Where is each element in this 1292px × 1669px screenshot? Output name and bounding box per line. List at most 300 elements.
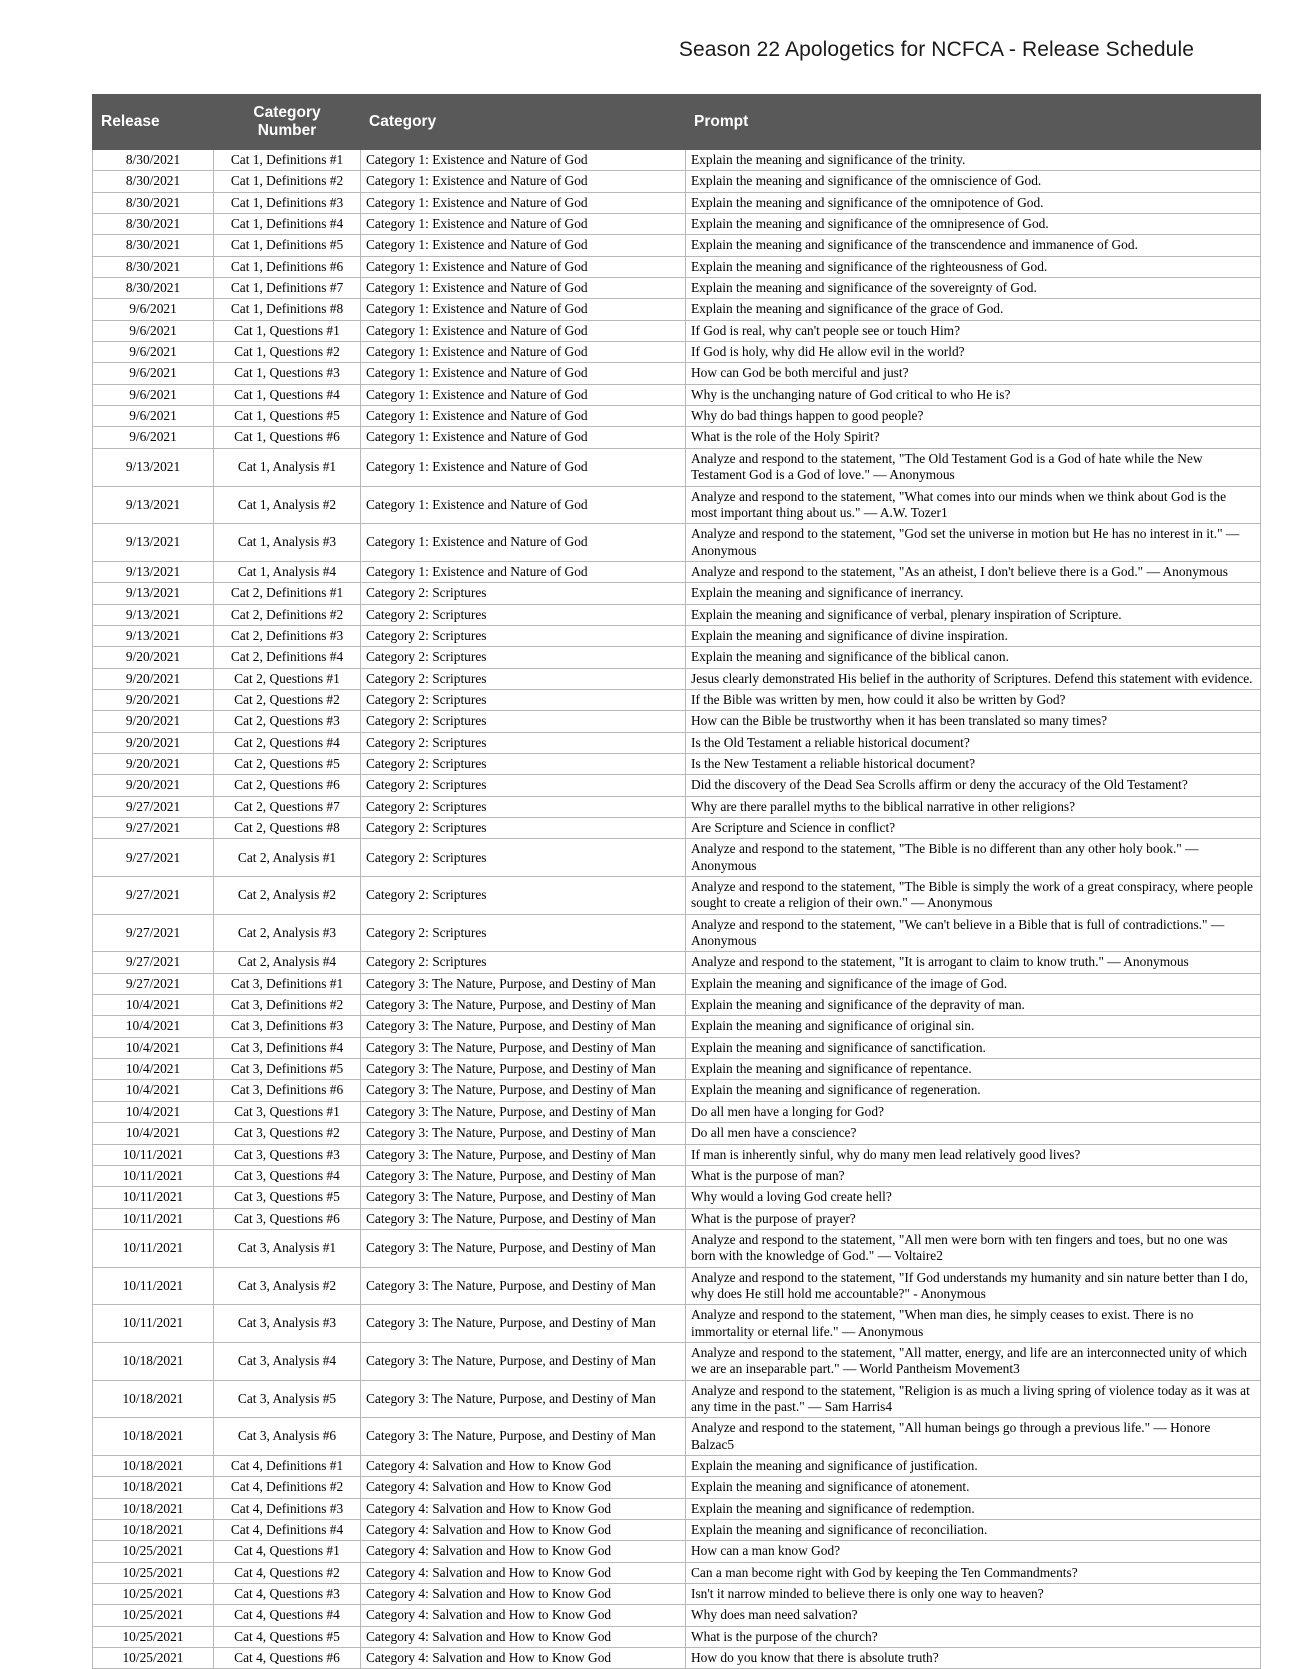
cell-category: Category 4: Salvation and How to Know God [361, 1541, 686, 1562]
cell-release: 10/18/2021 [93, 1342, 214, 1380]
table-body [93, 150, 1261, 1669]
cell-prompt: If man is inherently sinful, why do many men lead relatively good lives? [686, 1144, 1261, 1165]
table-row [93, 973, 1261, 994]
cell-category-number: Cat 3, Analysis #5 [214, 1380, 361, 1418]
cell-prompt: Do all men have a conscience? [686, 1123, 1261, 1144]
cell-release: 9/6/2021 [93, 320, 214, 341]
table-row [93, 753, 1261, 774]
cell-release: 8/30/2021 [93, 171, 214, 192]
table-row [93, 427, 1261, 448]
table-row [93, 1208, 1261, 1229]
cell-category-number: Cat 2, Definitions #1 [214, 583, 361, 604]
cell-category: Category 3: The Nature, Purpose, and Destiny of Man [361, 1016, 686, 1037]
cell-category: Category 1: Existence and Nature of God [361, 406, 686, 427]
cell-release: 8/30/2021 [93, 278, 214, 299]
cell-release: 8/30/2021 [93, 256, 214, 277]
cell-prompt: Explain the meaning and significance of reconciliation. [686, 1520, 1261, 1541]
table-row [93, 839, 1261, 877]
cell-prompt: Isn't it narrow minded to believe there is only one way to heaven? [686, 1584, 1261, 1605]
cell-release: 9/13/2021 [93, 448, 214, 486]
cell-category: Category 2: Scriptures [361, 914, 686, 952]
cell-release: 9/27/2021 [93, 818, 214, 839]
cell-category: Category 1: Existence and Nature of God [361, 235, 686, 256]
cell-category-number: Cat 1, Questions #4 [214, 384, 361, 405]
cell-prompt: How can a man know God? [686, 1541, 1261, 1562]
table-row [93, 668, 1261, 689]
cell-category-number: Cat 4, Questions #1 [214, 1541, 361, 1562]
cell-prompt: Explain the meaning and significance of atonement. [686, 1477, 1261, 1498]
cell-category-number: Cat 1, Definitions #2 [214, 171, 361, 192]
cell-prompt: Analyze and respond to the statement, "All human beings go through a previous life." — Honore Balzac5 [686, 1418, 1261, 1456]
cell-category: Category 2: Scriptures [361, 775, 686, 796]
cell-category: Category 3: The Nature, Purpose, and Destiny of Man [361, 1380, 686, 1418]
cell-category-number: Cat 1, Analysis #1 [214, 448, 361, 486]
cell-category: Category 3: The Nature, Purpose, and Destiny of Man [361, 973, 686, 994]
cell-category: Category 2: Scriptures [361, 647, 686, 668]
cell-category: Category 1: Existence and Nature of God [361, 561, 686, 582]
table-row [93, 1267, 1261, 1305]
table-row [93, 299, 1261, 320]
cell-release: 9/27/2021 [93, 952, 214, 973]
column-header-release: Release [93, 95, 214, 150]
cell-category-number: Cat 4, Definitions #4 [214, 1520, 361, 1541]
cell-category-number: Cat 4, Definitions #2 [214, 1477, 361, 1498]
cell-release: 10/18/2021 [93, 1498, 214, 1519]
table-row [93, 363, 1261, 384]
cell-release: 10/11/2021 [93, 1208, 214, 1229]
cell-category-number: Cat 3, Analysis #6 [214, 1418, 361, 1456]
cell-category-number: Cat 2, Questions #8 [214, 818, 361, 839]
cell-category: Category 4: Salvation and How to Know God [361, 1520, 686, 1541]
cell-prompt: Analyze and respond to the statement, "All men were born with ten fingers and toes, but no one was born with the knowledge of God." — Voltaire2 [686, 1229, 1261, 1267]
cell-category: Category 1: Existence and Nature of God [361, 171, 686, 192]
cell-prompt: Analyze and respond to the statement, "We can't believe in a Bible that is full of contradictions." — Anonymous [686, 914, 1261, 952]
cell-prompt: Explain the meaning and significance of repentance. [686, 1059, 1261, 1080]
cell-category-number: Cat 1, Analysis #2 [214, 486, 361, 524]
table-row [93, 561, 1261, 582]
cell-prompt: Explain the meaning and significance of regeneration. [686, 1080, 1261, 1101]
cell-prompt: Analyze and respond to the statement, "As an atheist, I don't believe there is a God." — Anonymous [686, 561, 1261, 582]
cell-prompt: Why are there parallel myths to the biblical narrative in other religions? [686, 796, 1261, 817]
cell-prompt: Analyze and respond to the statement, "Religion is as much a living spring of violence today as it was at any time in the past." — Sam Harris4 [686, 1380, 1261, 1418]
cell-category-number: Cat 2, Questions #7 [214, 796, 361, 817]
table-row [93, 320, 1261, 341]
cell-category-number: Cat 3, Analysis #4 [214, 1342, 361, 1380]
cell-category-number: Cat 1, Definitions #4 [214, 214, 361, 235]
cell-category-number: Cat 1, Analysis #3 [214, 524, 361, 562]
cell-category: Category 2: Scriptures [361, 877, 686, 915]
cell-release: 10/11/2021 [93, 1165, 214, 1186]
cell-category: Category 3: The Nature, Purpose, and Destiny of Man [361, 995, 686, 1016]
cell-category-number: Cat 3, Questions #3 [214, 1144, 361, 1165]
cell-prompt: Do all men have a longing for God? [686, 1101, 1261, 1122]
cell-category: Category 4: Salvation and How to Know God [361, 1456, 686, 1477]
cell-category-number: Cat 3, Questions #6 [214, 1208, 361, 1229]
cell-category: Category 1: Existence and Nature of God [361, 278, 686, 299]
cell-category-number: Cat 3, Definitions #1 [214, 973, 361, 994]
cell-category: Category 1: Existence and Nature of God [361, 524, 686, 562]
cell-release: 10/4/2021 [93, 995, 214, 1016]
table-row [93, 818, 1261, 839]
cell-release: 9/6/2021 [93, 427, 214, 448]
cell-prompt: Explain the meaning and significance of verbal, plenary inspiration of Scripture. [686, 604, 1261, 625]
schedule-table-container [92, 94, 1253, 1669]
cell-category: Category 3: The Nature, Purpose, and Destiny of Man [361, 1037, 686, 1058]
cell-category: Category 3: The Nature, Purpose, and Destiny of Man [361, 1187, 686, 1208]
cell-prompt: How can God be both merciful and just? [686, 363, 1261, 384]
cell-release: 9/6/2021 [93, 406, 214, 427]
cell-category: Category 2: Scriptures [361, 668, 686, 689]
cell-release: 10/4/2021 [93, 1059, 214, 1080]
cell-prompt: Explain the meaning and significance of the omnipotence of God. [686, 192, 1261, 213]
cell-category: Category 2: Scriptures [361, 818, 686, 839]
cell-category-number: Cat 2, Definitions #2 [214, 604, 361, 625]
cell-release: 9/6/2021 [93, 299, 214, 320]
cell-category: Category 2: Scriptures [361, 753, 686, 774]
cell-release: 9/6/2021 [93, 363, 214, 384]
release-schedule-table [92, 94, 1261, 1669]
cell-prompt: Is the Old Testament a reliable historical document? [686, 732, 1261, 753]
cell-prompt: Analyze and respond to the statement, "When man dies, he simply ceases to exist. There is no immortality or eternal life." — Anonymous [686, 1305, 1261, 1343]
cell-release: 10/4/2021 [93, 1123, 214, 1144]
cell-prompt: Explain the meaning and significance of the omniscience of God. [686, 171, 1261, 192]
table-row [93, 486, 1261, 524]
table-row [93, 711, 1261, 732]
table-row [93, 278, 1261, 299]
cell-category-number: Cat 3, Questions #1 [214, 1101, 361, 1122]
cell-category-number: Cat 1, Questions #3 [214, 363, 361, 384]
cell-category: Category 2: Scriptures [361, 711, 686, 732]
table-row [93, 689, 1261, 710]
cell-prompt: Why would a loving God create hell? [686, 1187, 1261, 1208]
cell-category: Category 3: The Nature, Purpose, and Destiny of Man [361, 1123, 686, 1144]
cell-category-number: Cat 1, Questions #6 [214, 427, 361, 448]
table-row [93, 171, 1261, 192]
cell-release: 10/11/2021 [93, 1187, 214, 1208]
cell-prompt: Explain the meaning and significance of the grace of God. [686, 299, 1261, 320]
cell-category-number: Cat 3, Analysis #3 [214, 1305, 361, 1343]
table-row [93, 914, 1261, 952]
cell-prompt: If the Bible was written by men, how could it also be written by God? [686, 689, 1261, 710]
cell-release: 10/4/2021 [93, 1101, 214, 1122]
cell-release: 10/4/2021 [93, 1080, 214, 1101]
cell-category-number: Cat 2, Analysis #2 [214, 877, 361, 915]
cell-category: Category 1: Existence and Nature of God [361, 363, 686, 384]
cell-release: 9/27/2021 [93, 973, 214, 994]
table-row [93, 1456, 1261, 1477]
cell-release: 10/11/2021 [93, 1144, 214, 1165]
cell-category: Category 1: Existence and Nature of God [361, 427, 686, 448]
cell-release: 10/4/2021 [93, 1016, 214, 1037]
cell-release: 9/27/2021 [93, 914, 214, 952]
cell-category: Category 3: The Nature, Purpose, and Destiny of Man [361, 1144, 686, 1165]
cell-category-number: Cat 2, Questions #6 [214, 775, 361, 796]
cell-prompt: Explain the meaning and significance of divine inspiration. [686, 625, 1261, 646]
cell-category: Category 2: Scriptures [361, 796, 686, 817]
cell-category-number: Cat 2, Analysis #4 [214, 952, 361, 973]
cell-prompt: What is the role of the Holy Spirit? [686, 427, 1261, 448]
cell-prompt: Explain the meaning and significance of the biblical canon. [686, 647, 1261, 668]
table-row [93, 583, 1261, 604]
cell-prompt: If God is real, why can't people see or touch Him? [686, 320, 1261, 341]
cell-category: Category 4: Salvation and How to Know God [361, 1562, 686, 1583]
cell-category: Category 2: Scriptures [361, 689, 686, 710]
table-row [93, 995, 1261, 1016]
cell-release: 9/13/2021 [93, 524, 214, 562]
cell-release: 9/13/2021 [93, 486, 214, 524]
cell-category: Category 1: Existence and Nature of God [361, 384, 686, 405]
cell-release: 9/20/2021 [93, 711, 214, 732]
cell-category-number: Cat 4, Questions #3 [214, 1584, 361, 1605]
cell-release: 10/25/2021 [93, 1541, 214, 1562]
cell-release: 10/25/2021 [93, 1605, 214, 1626]
table-row [93, 1123, 1261, 1144]
cell-prompt: Explain the meaning and significance of the righteousness of God. [686, 256, 1261, 277]
table-row [93, 150, 1261, 171]
cell-category: Category 4: Salvation and How to Know God [361, 1498, 686, 1519]
cell-category-number: Cat 3, Definitions #6 [214, 1080, 361, 1101]
cell-prompt: Jesus clearly demonstrated His belief in the authority of Scriptures. Defend this statement with evidence. [686, 668, 1261, 689]
cell-release: 9/6/2021 [93, 342, 214, 363]
cell-release: 10/25/2021 [93, 1648, 214, 1669]
table-header [93, 95, 1261, 150]
table-row [93, 952, 1261, 973]
cell-release: 9/13/2021 [93, 625, 214, 646]
cell-category-number: Cat 2, Questions #2 [214, 689, 361, 710]
table-row [93, 1477, 1261, 1498]
cell-category: Category 1: Existence and Nature of God [361, 342, 686, 363]
table-row [93, 1229, 1261, 1267]
cell-category-number: Cat 1, Analysis #4 [214, 561, 361, 582]
cell-release: 10/11/2021 [93, 1305, 214, 1343]
cell-release: 9/20/2021 [93, 689, 214, 710]
table-row [93, 1584, 1261, 1605]
cell-category-number: Cat 4, Questions #2 [214, 1562, 361, 1583]
cell-prompt: Explain the meaning and significance of the transcendence and immanence of God. [686, 235, 1261, 256]
cell-prompt: Why does man need salvation? [686, 1605, 1261, 1626]
cell-prompt: Analyze and respond to the statement, "The Bible is no different than any other holy book." — Anonymous [686, 839, 1261, 877]
cell-prompt: Can a man become right with God by keeping the Ten Commandments? [686, 1562, 1261, 1583]
cell-release: 9/27/2021 [93, 877, 214, 915]
cell-category-number: Cat 2, Questions #1 [214, 668, 361, 689]
cell-category: Category 3: The Nature, Purpose, and Destiny of Man [361, 1059, 686, 1080]
cell-category-number: Cat 4, Questions #5 [214, 1626, 361, 1647]
table-row [93, 796, 1261, 817]
cell-category-number: Cat 4, Questions #4 [214, 1605, 361, 1626]
cell-prompt: Analyze and respond to the statement, "If God understands my humanity and sin nature better than I do, why does He still hold me accountable?" - Anonymous [686, 1267, 1261, 1305]
cell-category: Category 2: Scriptures [361, 604, 686, 625]
cell-prompt: Analyze and respond to the statement, "What comes into our minds when we think about God is the most important thing about us." — A.W. Tozer1 [686, 486, 1261, 524]
table-row [93, 1520, 1261, 1541]
cell-category-number: Cat 2, Analysis #1 [214, 839, 361, 877]
page-title: Season 22 Apologetics for NCFCA - Release Schedule [678, 38, 1194, 61]
table-row [93, 1498, 1261, 1519]
cell-category: Category 2: Scriptures [361, 952, 686, 973]
cell-release: 10/18/2021 [93, 1380, 214, 1418]
cell-prompt: Explain the meaning and significance of the sovereignty of God. [686, 278, 1261, 299]
cell-prompt: Analyze and respond to the statement, "All matter, energy, and life are an interconnected unity of which we are an inseparable part." — World Pantheism Movement3 [686, 1342, 1261, 1380]
cell-release: 8/30/2021 [93, 150, 214, 171]
table-row [93, 1342, 1261, 1380]
cell-prompt: Why do bad things happen to good people? [686, 406, 1261, 427]
table-row [93, 1562, 1261, 1583]
cell-prompt: Is the New Testament a reliable historical document? [686, 753, 1261, 774]
cell-category-number: Cat 2, Questions #5 [214, 753, 361, 774]
cell-category-number: Cat 3, Questions #5 [214, 1187, 361, 1208]
table-row [93, 406, 1261, 427]
table-row [93, 448, 1261, 486]
column-header-prompt: Prompt [686, 95, 1261, 150]
table-row [93, 524, 1261, 562]
cell-prompt: Explain the meaning and significance of sanctification. [686, 1037, 1261, 1058]
table-row [93, 732, 1261, 753]
cell-release: 9/20/2021 [93, 753, 214, 774]
cell-category: Category 1: Existence and Nature of God [361, 486, 686, 524]
cell-category-number: Cat 1, Definitions #6 [214, 256, 361, 277]
table-row [93, 877, 1261, 915]
table-row [93, 1418, 1261, 1456]
cell-prompt: What is the purpose of the church? [686, 1626, 1261, 1647]
cell-release: 8/30/2021 [93, 192, 214, 213]
cell-release: 9/27/2021 [93, 839, 214, 877]
cell-category: Category 2: Scriptures [361, 839, 686, 877]
table-row [93, 1165, 1261, 1186]
table-row [93, 1380, 1261, 1418]
cell-prompt: Explain the meaning and significance of inerrancy. [686, 583, 1261, 604]
table-row [93, 214, 1261, 235]
cell-release: 10/18/2021 [93, 1477, 214, 1498]
cell-prompt: Explain the meaning and significance of redemption. [686, 1498, 1261, 1519]
cell-category-number: Cat 4, Definitions #1 [214, 1456, 361, 1477]
cell-prompt: What is the purpose of man? [686, 1165, 1261, 1186]
table-row [93, 1626, 1261, 1647]
table-row [93, 235, 1261, 256]
cell-category: Category 4: Salvation and How to Know God [361, 1584, 686, 1605]
cell-release: 9/13/2021 [93, 604, 214, 625]
table-row [93, 192, 1261, 213]
cell-category: Category 1: Existence and Nature of God [361, 214, 686, 235]
cell-prompt: Analyze and respond to the statement, "The Bible is simply the work of a great conspiracy, where people sought to create a religion of their own." — Anonymous [686, 877, 1261, 915]
cell-prompt: Analyze and respond to the statement, "The Old Testament God is a God of hate while the New Testament God is a God of love." — Anonymous [686, 448, 1261, 486]
cell-release: 8/30/2021 [93, 214, 214, 235]
table-row [93, 1144, 1261, 1165]
cell-category: Category 3: The Nature, Purpose, and Destiny of Man [361, 1229, 686, 1267]
cell-category: Category 3: The Nature, Purpose, and Destiny of Man [361, 1080, 686, 1101]
cell-category-number: Cat 1, Definitions #3 [214, 192, 361, 213]
cell-category: Category 2: Scriptures [361, 732, 686, 753]
cell-prompt: Explain the meaning and significance of justification. [686, 1456, 1261, 1477]
table-header-row [93, 95, 1261, 150]
cell-release: 10/18/2021 [93, 1418, 214, 1456]
table-row [93, 1187, 1261, 1208]
cell-category-number: Cat 3, Analysis #1 [214, 1229, 361, 1267]
cell-prompt: Explain the meaning and significance of original sin. [686, 1016, 1261, 1037]
cell-category: Category 1: Existence and Nature of God [361, 448, 686, 486]
cell-release: 9/13/2021 [93, 561, 214, 582]
cell-category: Category 1: Existence and Nature of God [361, 192, 686, 213]
column-header-category-number: Category Number [214, 95, 361, 150]
cell-category: Category 1: Existence and Nature of God [361, 256, 686, 277]
cell-category-number: Cat 1, Questions #1 [214, 320, 361, 341]
cell-category-number: Cat 1, Definitions #7 [214, 278, 361, 299]
cell-category-number: Cat 2, Questions #3 [214, 711, 361, 732]
cell-category-number: Cat 1, Questions #2 [214, 342, 361, 363]
cell-category: Category 4: Salvation and How to Know God [361, 1648, 686, 1669]
cell-prompt: What is the purpose of prayer? [686, 1208, 1261, 1229]
cell-release: 9/20/2021 [93, 668, 214, 689]
cell-category: Category 1: Existence and Nature of God [361, 150, 686, 171]
cell-category: Category 2: Scriptures [361, 583, 686, 604]
cell-category: Category 3: The Nature, Purpose, and Destiny of Man [361, 1418, 686, 1456]
cell-category-number: Cat 4, Definitions #3 [214, 1498, 361, 1519]
column-header-category: Category [361, 95, 686, 150]
cell-prompt: If God is holy, why did He allow evil in the world? [686, 342, 1261, 363]
cell-release: 9/6/2021 [93, 384, 214, 405]
cell-prompt: Explain the meaning and significance of the image of God. [686, 973, 1261, 994]
cell-category-number: Cat 2, Analysis #3 [214, 914, 361, 952]
cell-release: 9/20/2021 [93, 732, 214, 753]
cell-category: Category 3: The Nature, Purpose, and Destiny of Man [361, 1165, 686, 1186]
cell-release: 10/25/2021 [93, 1562, 214, 1583]
cell-release: 10/18/2021 [93, 1520, 214, 1541]
cell-category-number: Cat 1, Definitions #1 [214, 150, 361, 171]
cell-prompt: How do you know that there is absolute truth? [686, 1648, 1261, 1669]
cell-category-number: Cat 3, Questions #4 [214, 1165, 361, 1186]
cell-release: 9/20/2021 [93, 775, 214, 796]
cell-release: 10/11/2021 [93, 1267, 214, 1305]
cell-prompt: Analyze and respond to the statement, "God set the universe in motion but He has no interest in it." — Anonymous [686, 524, 1261, 562]
table-row [93, 1101, 1261, 1122]
cell-category: Category 1: Existence and Nature of God [361, 320, 686, 341]
table-row [93, 1059, 1261, 1080]
cell-category: Category 4: Salvation and How to Know God [361, 1605, 686, 1626]
cell-release: 8/30/2021 [93, 235, 214, 256]
cell-category-number: Cat 4, Questions #6 [214, 1648, 361, 1669]
table-row [93, 1037, 1261, 1058]
cell-category: Category 3: The Nature, Purpose, and Destiny of Man [361, 1208, 686, 1229]
cell-release: 10/11/2021 [93, 1229, 214, 1267]
cell-category: Category 3: The Nature, Purpose, and Destiny of Man [361, 1267, 686, 1305]
table-row [93, 1080, 1261, 1101]
table-row [93, 604, 1261, 625]
cell-category-number: Cat 2, Definitions #4 [214, 647, 361, 668]
cell-category-number: Cat 3, Definitions #3 [214, 1016, 361, 1037]
table-row [93, 1305, 1261, 1343]
cell-category: Category 2: Scriptures [361, 625, 686, 646]
table-row [93, 625, 1261, 646]
cell-category: Category 4: Salvation and How to Know God [361, 1626, 686, 1647]
table-row [93, 1016, 1261, 1037]
table-row [93, 342, 1261, 363]
cell-category-number: Cat 3, Analysis #2 [214, 1267, 361, 1305]
table-row [93, 384, 1261, 405]
cell-release: 9/27/2021 [93, 796, 214, 817]
cell-prompt: Did the discovery of the Dead Sea Scrolls affirm or deny the accuracy of the Old Testament? [686, 775, 1261, 796]
cell-release: 9/13/2021 [93, 583, 214, 604]
table-row [93, 647, 1261, 668]
cell-release: 9/20/2021 [93, 647, 214, 668]
cell-prompt: Analyze and respond to the statement, "It is arrogant to claim to know truth." — Anonymous [686, 952, 1261, 973]
cell-category-number: Cat 2, Definitions #3 [214, 625, 361, 646]
cell-prompt: Explain the meaning and significance of the trinity. [686, 150, 1261, 171]
cell-release: 10/25/2021 [93, 1626, 214, 1647]
cell-prompt: Why is the unchanging nature of God critical to who He is? [686, 384, 1261, 405]
table-row [93, 1541, 1261, 1562]
cell-release: 10/25/2021 [93, 1584, 214, 1605]
cell-category-number: Cat 3, Definitions #5 [214, 1059, 361, 1080]
cell-prompt: Explain the meaning and significance of the omnipresence of God. [686, 214, 1261, 235]
table-row [93, 1605, 1261, 1626]
